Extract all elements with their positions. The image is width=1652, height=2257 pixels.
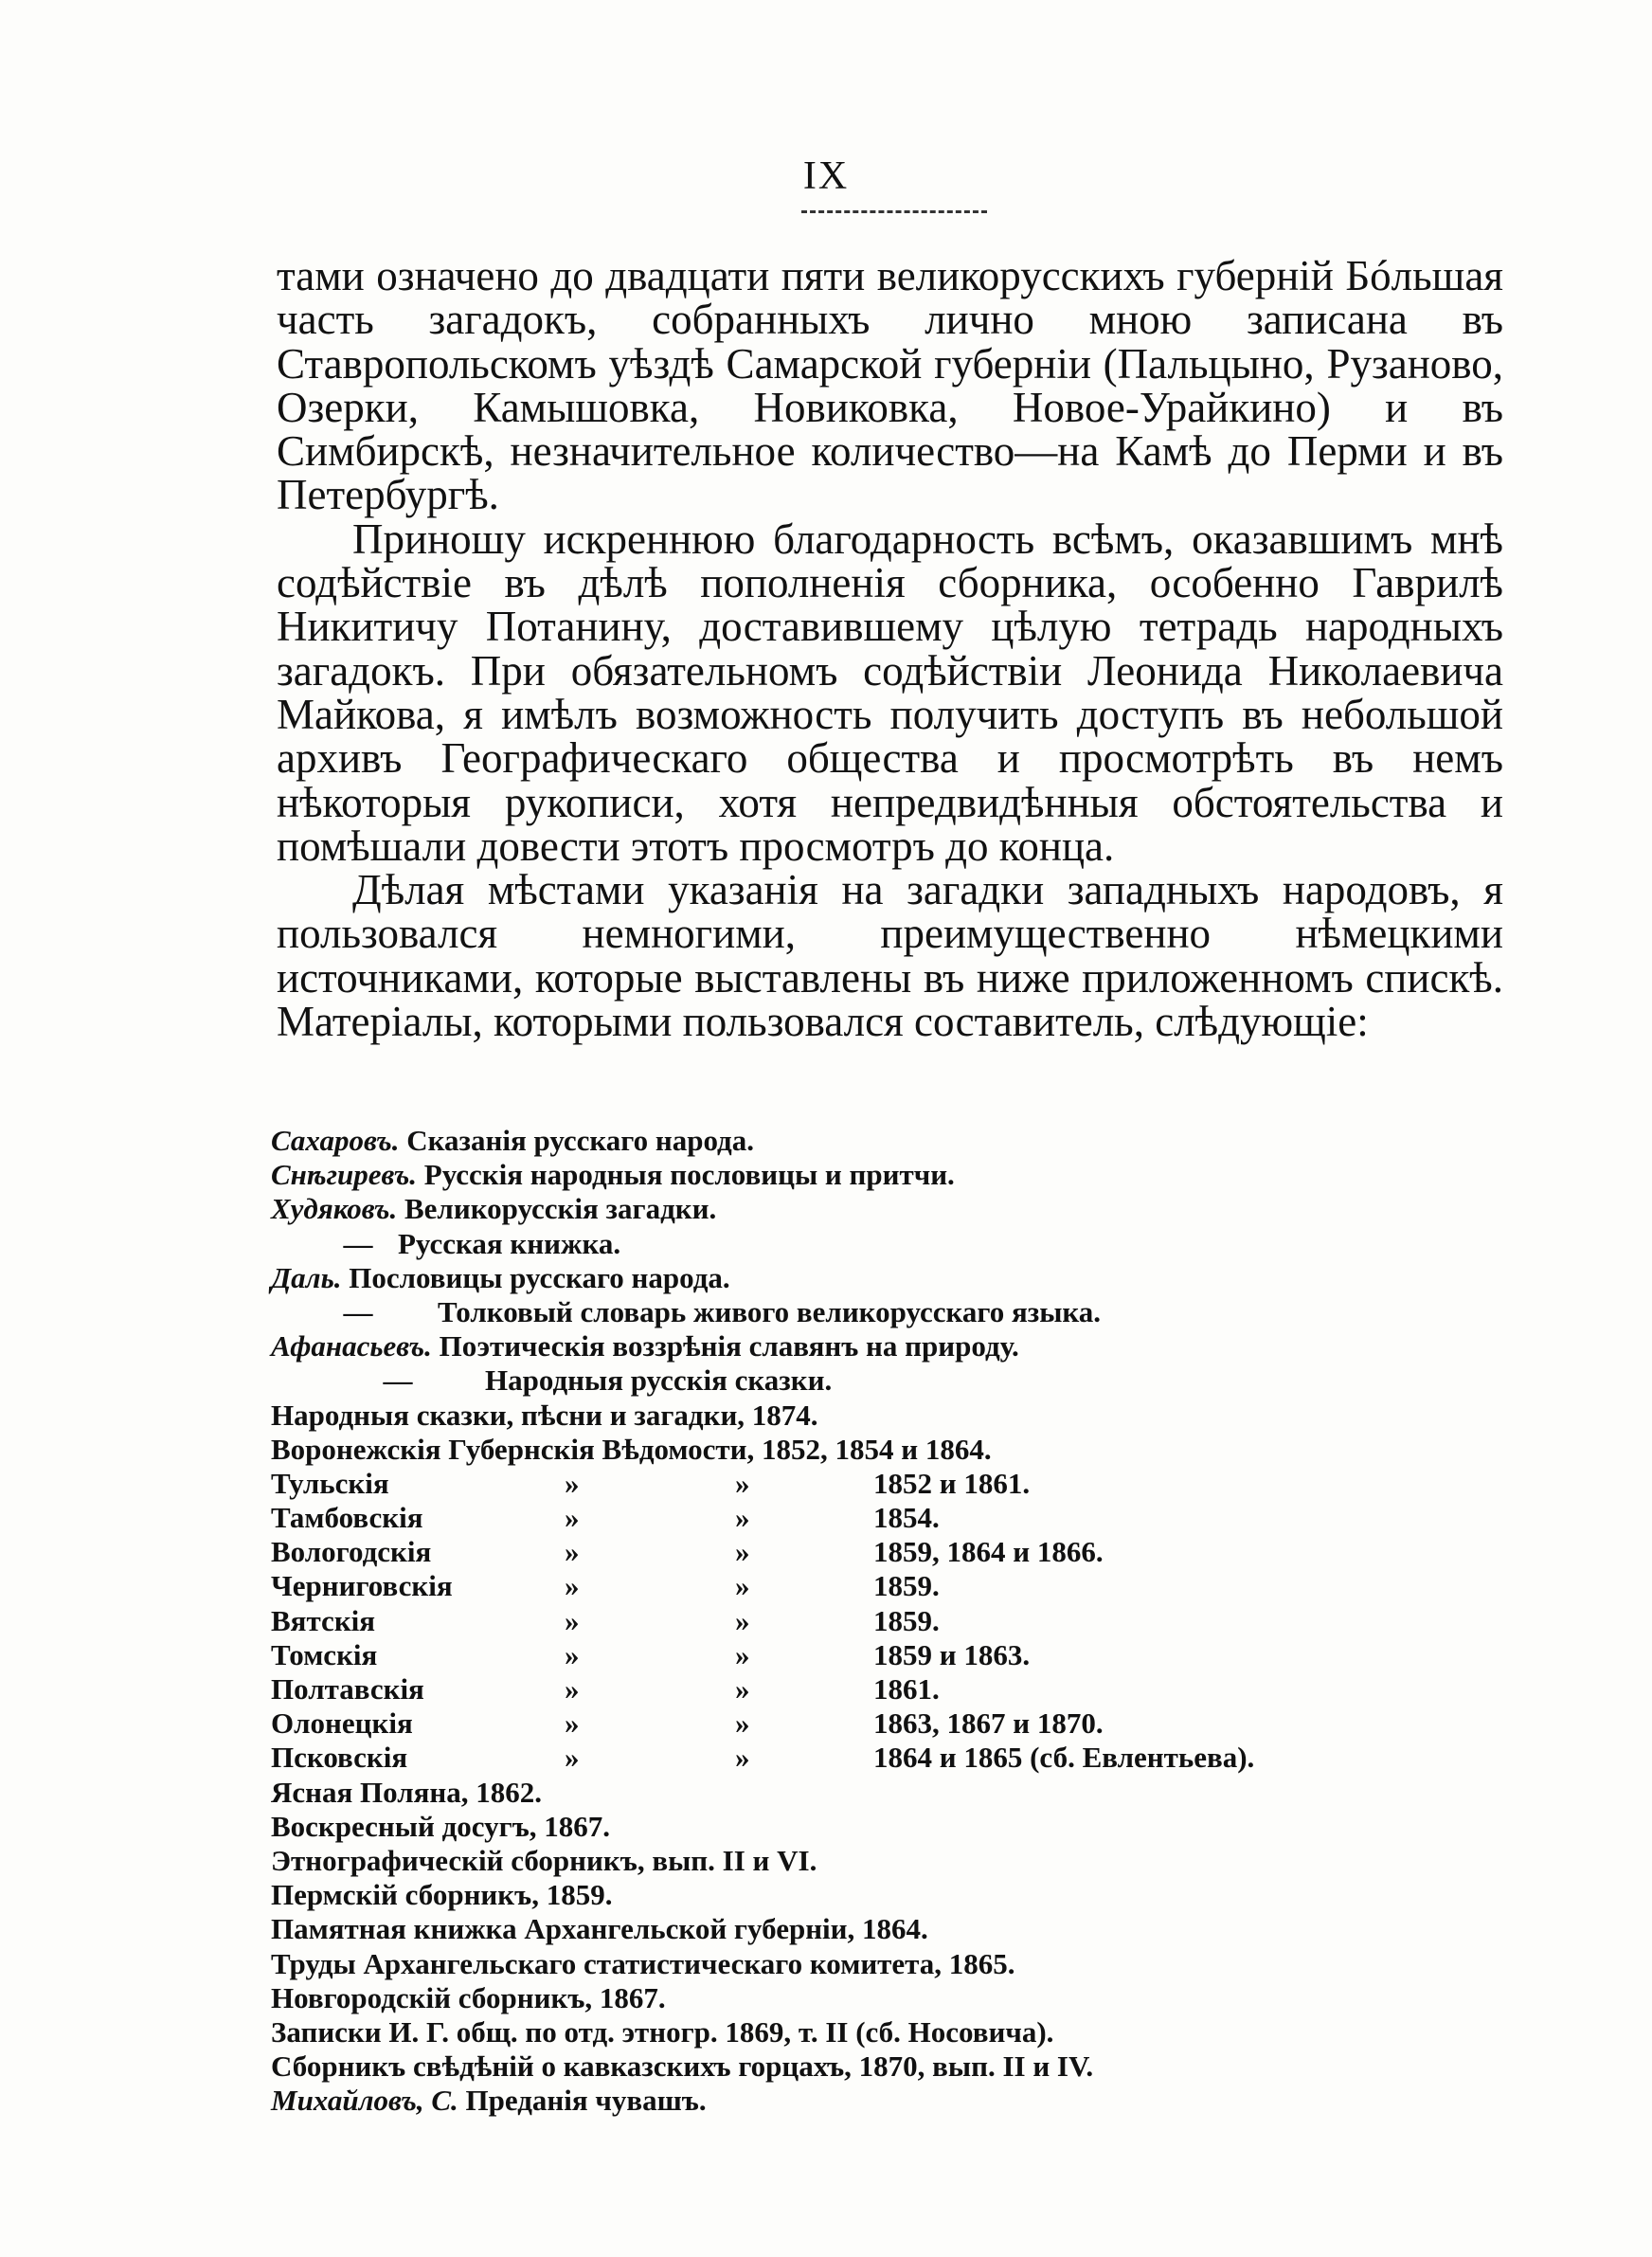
gazette-name: Олонецкія bbox=[271, 1706, 413, 1741]
work-title: Великорусскія загадки. bbox=[404, 1192, 717, 1226]
ditto-mark: » bbox=[565, 1706, 580, 1741]
gazette-years: 1864 и 1865 (сб. Евлентьева). bbox=[873, 1741, 1255, 1775]
ditto-mark: » bbox=[565, 1466, 580, 1500]
author-name: Афанасьевъ. bbox=[271, 1329, 432, 1363]
gazette-years: 1859, 1864 и 1866. bbox=[873, 1535, 1104, 1569]
sources-list bbox=[271, 1124, 1502, 2118]
gazette-row bbox=[271, 1535, 1502, 1569]
ditto-mark: » bbox=[735, 1535, 750, 1569]
gazette-years: 1859 и 1863. bbox=[873, 1637, 1031, 1671]
list-item bbox=[271, 1433, 1502, 1467]
list-item bbox=[271, 1981, 1502, 2015]
work-title: Сборникъ свѣдѣній о кавказскихъ горцахъ, 1870, вып. II и IV. bbox=[271, 2049, 1094, 2084]
work-title: Ясная Поляна, 1862. bbox=[271, 1775, 543, 1809]
ditto-dash: — bbox=[383, 1363, 413, 1398]
folio-rule bbox=[801, 210, 987, 213]
gazette-years: 1859. bbox=[873, 1569, 940, 1603]
gazette-years: 1852 и 1861. bbox=[873, 1466, 1031, 1500]
work-title: Русскія народныя пословицы и притчи. bbox=[423, 1158, 955, 1192]
work-title: Народныя сказки, пѣсни и загадки, 1874. bbox=[271, 1398, 818, 1432]
ditto-mark: » bbox=[565, 1637, 580, 1671]
work-title: Русская книжка. bbox=[398, 1226, 621, 1260]
gazette-years: 1863, 1867 и 1870. bbox=[873, 1706, 1104, 1741]
list-item bbox=[271, 1947, 1502, 1981]
work-title: Труды Архангельскаго статистическаго комитета, 1865. bbox=[271, 1946, 1015, 1980]
list-item bbox=[271, 1124, 1502, 1158]
work-title: Сказанія русскаго народа. bbox=[406, 1124, 754, 1157]
gazette-name: Вятскія bbox=[271, 1603, 376, 1637]
gazette-name: Полтавскія bbox=[271, 1672, 424, 1706]
ditto-mark: » bbox=[735, 1672, 750, 1706]
list-item bbox=[271, 1192, 1502, 1226]
list-item bbox=[271, 1844, 1502, 1878]
gazette-name: Тамбовскія bbox=[271, 1501, 423, 1535]
work-title: Толковый словарь живого великорусскаго языка. bbox=[438, 1294, 1102, 1328]
ditto-mark: » bbox=[735, 1603, 750, 1637]
gazette-row bbox=[271, 1604, 1502, 1638]
ditto-mark: » bbox=[735, 1706, 750, 1741]
gazette-row bbox=[271, 1467, 1502, 1501]
paragraph: Приношу искреннюю благодарность всѣмъ, оказавшимъ мнѣ содѣйствіе въ дѣлѣ пополненія сборника, особенно Гаврилѣ Никитичу Потанину, доставившему цѣлую тетрадь народныхъ загадокъ. При обязательномъ содѣйствіи Леонида Николаевича Майкова, я имѣлъ возможность получить доступъ въ небольшой архивъ Географическаго общества и просмотрѣть въ немъ нѣкоторыя рукописи, хотя непредвидѣнныя обстоятельства и помѣшали довести этотъ просмотръ до конца. bbox=[277, 515, 1503, 870]
gazette-name: Томскія bbox=[271, 1637, 378, 1671]
gazette-row bbox=[271, 1638, 1502, 1672]
gazette-name: Черниговскія bbox=[271, 1569, 453, 1603]
list-item bbox=[271, 1329, 1502, 1363]
page-number: IX bbox=[802, 154, 850, 198]
work-title: Новгородскій сборникъ, 1867. bbox=[271, 1980, 666, 2014]
gazette-row bbox=[271, 1741, 1502, 1775]
ditto-mark: » bbox=[735, 1501, 750, 1535]
gazette-row bbox=[271, 1706, 1502, 1741]
gazette-row bbox=[271, 1569, 1502, 1603]
work-title: Записки И. Г. общ. по отд. этногр. 1869, т. II (сб. Носовича). bbox=[271, 2014, 1054, 2049]
ditto-mark: » bbox=[565, 1603, 580, 1637]
ditto-mark: » bbox=[735, 1637, 750, 1671]
work-title: Воронежскія Губернскія Вѣдомости, 1852, 1854 и 1864. bbox=[271, 1432, 992, 1466]
list-item bbox=[271, 1227, 1502, 1261]
work-title: Памятная книжка Архангельской губерніи, 1864. bbox=[271, 1912, 928, 1946]
list-item bbox=[271, 2015, 1502, 2049]
work-title: Пермскій сборникъ, 1859. bbox=[271, 1878, 613, 1912]
list-item bbox=[271, 1261, 1502, 1295]
list-item bbox=[271, 1912, 1502, 1946]
gazette-years: 1859. bbox=[873, 1603, 940, 1637]
ditto-dash: — bbox=[343, 1226, 373, 1260]
work-title: Пословицы русскаго народа. bbox=[349, 1260, 730, 1294]
list-item bbox=[271, 1878, 1502, 1912]
gazette-years: 1861. bbox=[873, 1672, 940, 1706]
body-text bbox=[277, 252, 1503, 1046]
paragraph: Дѣлая мѣстами указанія на загадки западныхъ народовъ, я пользовался немногими, преимущественно нѣмецкими источниками, которые выставлены въ ниже приложенномъ спискѣ. Матеріалы, которыми пользовался составитель, слѣдующіе: bbox=[277, 866, 1503, 1046]
gazette-name: Вологодскія bbox=[271, 1535, 432, 1569]
list-item bbox=[271, 2084, 1502, 2118]
ditto-mark: » bbox=[565, 1741, 580, 1775]
author-name: Даль. bbox=[271, 1260, 342, 1294]
ditto-mark: » bbox=[565, 1501, 580, 1535]
gazette-name: Тульскія bbox=[271, 1466, 389, 1500]
list-item bbox=[271, 1810, 1502, 1844]
ditto-mark: » bbox=[565, 1569, 580, 1603]
ditto-mark: » bbox=[735, 1741, 750, 1775]
gazette-row bbox=[271, 1501, 1502, 1535]
ditto-mark: » bbox=[735, 1466, 750, 1500]
work-title: Этнографическій сборникъ, вып. II и VI. bbox=[271, 1843, 817, 1877]
gazette-row bbox=[271, 1672, 1502, 1706]
ditto-mark: » bbox=[565, 1672, 580, 1706]
list-item bbox=[271, 1776, 1502, 1810]
work-title: Преданія чувашъ. bbox=[465, 2084, 707, 2118]
ditto-mark: » bbox=[735, 1569, 750, 1603]
work-title: Поэтическія воззрѣнія славянъ на природу. bbox=[439, 1329, 1019, 1363]
author-name: Снѣгиревъ. bbox=[271, 1158, 418, 1192]
list-item bbox=[271, 1363, 1502, 1398]
list-item bbox=[271, 2049, 1502, 2084]
author-name: Сахаровъ. bbox=[271, 1124, 400, 1157]
paragraph: тами означено до двадцати пяти великорусскихъ губерній Бóльшая часть загадокъ, собранныхъ лично мною записана въ Ставропольскомъ уѣздѣ Самарской губерніи (Пальцыно, Рузаново, Озерки, Камышовка, Новиковка, Новое-Урайкино) и въ Симбирскѣ, незначительное количество—на Камѣ до Перми и въ Петербургѣ. bbox=[277, 252, 1503, 519]
author-name: Худяковъ. bbox=[271, 1192, 398, 1226]
work-title: Воскресный досугъ, 1867. bbox=[271, 1809, 611, 1843]
ditto-mark: » bbox=[565, 1535, 580, 1569]
work-title: Народныя русскія сказки. bbox=[485, 1363, 833, 1398]
list-item bbox=[271, 1399, 1502, 1433]
ditto-dash: — bbox=[343, 1294, 373, 1328]
list-item bbox=[271, 1158, 1502, 1192]
author-name: Михайловъ, С. bbox=[271, 2084, 458, 2118]
gazette-years: 1854. bbox=[873, 1501, 940, 1535]
gazette-name: Псковскія bbox=[271, 1741, 408, 1775]
list-item bbox=[271, 1295, 1502, 1329]
